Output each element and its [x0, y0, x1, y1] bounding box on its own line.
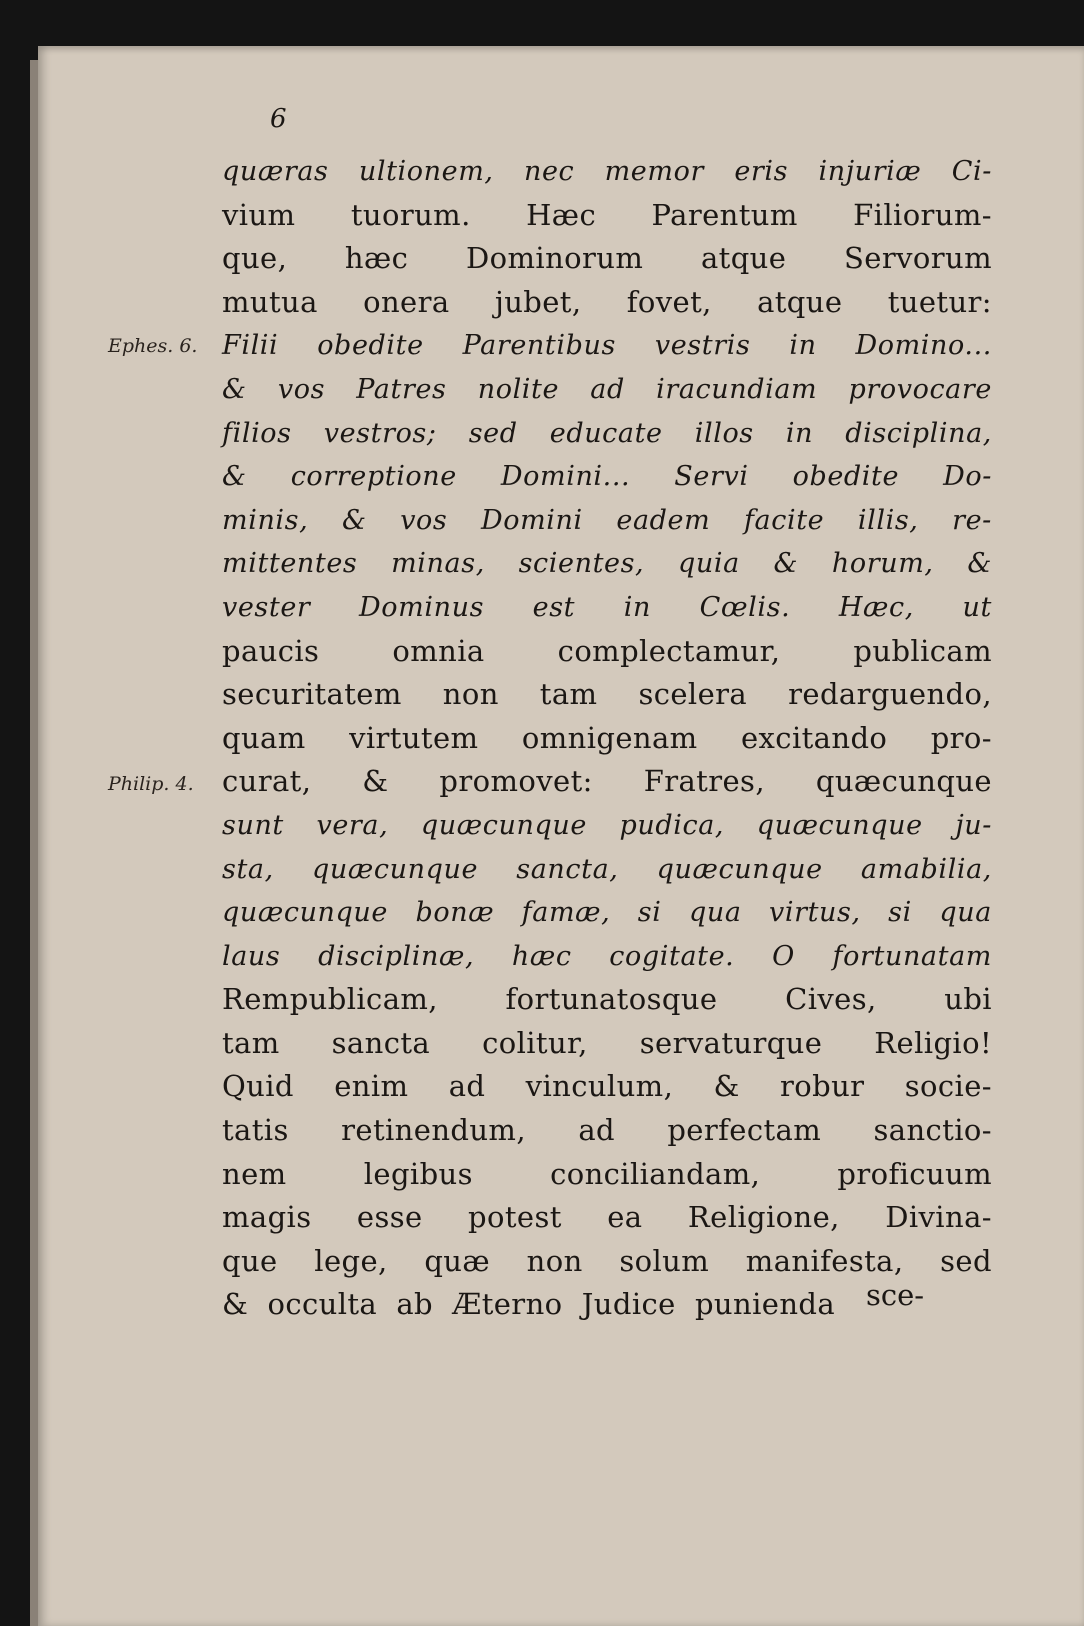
word: sed — [940, 1243, 992, 1278]
word: pudica, — [619, 809, 725, 841]
word: in — [785, 417, 814, 449]
word: obedite — [317, 330, 424, 362]
word: Parentum — [651, 197, 798, 232]
text-line — [222, 150, 992, 194]
word: si — [888, 897, 912, 929]
word: cogitate. — [609, 940, 735, 972]
word: facite — [743, 504, 825, 536]
word: eris — [734, 156, 789, 187]
word: perfectam — [667, 1113, 822, 1148]
word: minis, — [222, 504, 309, 536]
word: hæc — [344, 241, 409, 276]
word: virtus, — [769, 897, 861, 929]
word: Servi — [674, 461, 749, 493]
word: Parentibus — [462, 330, 616, 362]
word: Hæc — [526, 197, 597, 232]
word: sanctio- — [873, 1113, 992, 1148]
word: conciliandam, — [550, 1156, 761, 1191]
text-line — [222, 194, 992, 238]
text-line — [222, 1153, 992, 1197]
word: Ci- — [951, 156, 992, 187]
word: retinendum, — [341, 1113, 526, 1148]
word: nem — [222, 1156, 287, 1191]
text-line — [222, 281, 992, 325]
text-line — [222, 760, 992, 804]
word: memor — [604, 156, 704, 187]
word: provocare — [848, 373, 992, 405]
word: atque — [757, 284, 843, 319]
text-line — [222, 717, 992, 761]
word: tam — [222, 1025, 280, 1060]
text-line — [222, 586, 992, 630]
word: sed — [468, 417, 518, 449]
word: sta, — [222, 853, 274, 885]
word: Cives, — [785, 982, 877, 1017]
word: scientes, — [518, 548, 645, 580]
word: & — [341, 504, 367, 536]
text-line — [222, 368, 992, 412]
word: vester — [222, 591, 311, 623]
text-line — [222, 673, 992, 717]
word: lege, — [314, 1243, 388, 1278]
text-line — [222, 848, 992, 892]
word: vera, — [316, 809, 389, 841]
word: qua — [939, 897, 992, 929]
word: vestris — [654, 330, 751, 362]
word: Hæc, — [838, 591, 914, 623]
word: securitatem — [222, 677, 402, 712]
text-line — [222, 237, 992, 281]
word: solum — [619, 1243, 710, 1278]
word: quæcunque — [222, 897, 389, 929]
word: Divina- — [885, 1200, 992, 1235]
word: Filiorum- — [853, 197, 992, 232]
word: sancta — [331, 1025, 431, 1060]
word: Dominorum — [466, 241, 644, 276]
word: redarguendo, — [788, 677, 992, 712]
word: curat, — [222, 764, 312, 799]
word: atque — [700, 241, 787, 276]
word: ubi — [944, 982, 992, 1017]
word: onera — [363, 284, 450, 319]
word: disciplina, — [845, 417, 992, 449]
word: proficuum — [837, 1156, 992, 1191]
word: ad — [448, 1069, 486, 1104]
word: excitando — [740, 720, 888, 755]
word: legibus — [363, 1156, 473, 1191]
text-line — [222, 1022, 992, 1066]
word: ea — [607, 1200, 643, 1235]
word: Quid — [222, 1069, 294, 1104]
word: socie- — [904, 1069, 992, 1104]
word: servaturque — [639, 1025, 823, 1060]
word: mutua — [222, 284, 318, 319]
word: & — [967, 548, 992, 580]
word: laus — [222, 940, 281, 972]
text-line — [222, 1109, 992, 1153]
word: ju- — [955, 809, 992, 841]
word: quæcunque — [312, 853, 479, 885]
word: robur — [780, 1069, 865, 1104]
word: publicam — [853, 633, 992, 668]
word: si — [637, 897, 662, 929]
word: qua — [688, 897, 742, 929]
word: Rempublicam, — [222, 982, 438, 1017]
word: tuetur: — [887, 284, 992, 319]
word: non — [442, 677, 499, 712]
text-line — [222, 935, 992, 979]
word: omnia — [392, 633, 485, 668]
word: virtutem — [349, 720, 479, 755]
word: enim — [334, 1069, 409, 1104]
word: & — [222, 1287, 249, 1322]
page-number: 6 — [270, 104, 287, 134]
text-line — [222, 324, 992, 368]
word: & — [773, 548, 799, 580]
word: Patres — [356, 373, 447, 405]
word: minas, — [391, 548, 485, 580]
word: Filii — [222, 330, 279, 362]
word: obedite — [792, 461, 900, 493]
word: pro- — [930, 720, 992, 755]
word: fortunatam — [832, 940, 992, 972]
word: ad — [590, 373, 625, 405]
text-line — [222, 1196, 992, 1240]
word: paucis — [222, 633, 320, 668]
word: quæcunque — [815, 764, 992, 799]
word: & — [222, 461, 247, 493]
word: Æterno — [452, 1287, 563, 1322]
word: in — [623, 591, 651, 623]
word: nec — [523, 156, 575, 187]
margin-note-ephesians: Ephes. 6. — [108, 335, 198, 357]
word: esse — [356, 1200, 423, 1235]
word: Cœlis. — [699, 591, 791, 623]
word: sancta, — [516, 853, 619, 885]
text-line — [222, 499, 992, 543]
word: que, — [222, 241, 288, 276]
word: quæcunque — [756, 809, 923, 841]
catchword: sce- — [866, 1278, 925, 1312]
text-line — [222, 891, 992, 935]
text-line — [222, 804, 992, 848]
word: tuorum. — [350, 197, 471, 232]
text-line — [222, 1065, 992, 1109]
word: manifesta, — [745, 1243, 904, 1278]
word: & — [222, 373, 247, 405]
text-line — [222, 1240, 992, 1284]
word: fortunatosque — [505, 982, 718, 1017]
word: quæras — [222, 156, 329, 187]
word: punienda — [694, 1287, 836, 1322]
word: Judice — [581, 1287, 676, 1322]
word: & — [713, 1069, 740, 1104]
word: disciplinæ, — [318, 940, 475, 972]
word: vium — [222, 197, 296, 232]
word: vinculum, — [525, 1069, 674, 1104]
word: est — [532, 591, 576, 623]
word: omnigenam — [521, 720, 698, 755]
word: fovet, — [626, 284, 712, 319]
word: Dominus — [359, 591, 485, 623]
word: re- — [952, 504, 992, 536]
word: potest — [468, 1200, 562, 1235]
word: in — [789, 330, 817, 362]
word: Servorum — [844, 241, 992, 276]
word: que — [222, 1243, 278, 1278]
word: bonæ — [415, 897, 495, 929]
text-line — [222, 542, 992, 586]
word: promovet: — [439, 764, 593, 799]
word: O — [772, 940, 795, 972]
word: mittentes — [222, 548, 358, 580]
word: Do- — [943, 461, 992, 493]
word: magis — [222, 1200, 312, 1235]
word: nolite — [477, 373, 560, 405]
word: Domini — [481, 504, 583, 536]
word: sunt — [222, 809, 284, 841]
word: horum, — [831, 548, 934, 580]
word: colitur, — [482, 1025, 588, 1060]
word: scelera — [638, 677, 748, 712]
word: tam — [539, 677, 598, 712]
word: Religio! — [874, 1025, 992, 1060]
word: ad — [578, 1113, 615, 1148]
word: injuriæ — [818, 156, 922, 187]
word: quam — [222, 720, 306, 755]
word: jubet, — [494, 284, 582, 319]
word: amabilia, — [860, 853, 992, 885]
word: quæ — [424, 1243, 491, 1278]
word: illos — [694, 417, 754, 449]
word: ultionem, — [358, 156, 494, 187]
word: vos — [277, 373, 326, 405]
word: Domino... — [855, 330, 992, 362]
body-text — [222, 150, 992, 1327]
word: ab — [396, 1287, 434, 1322]
word: illis, — [857, 504, 919, 536]
word: famæ, — [521, 897, 611, 929]
word: quia — [677, 548, 740, 580]
word: educate — [549, 417, 663, 449]
text-line — [222, 455, 992, 499]
text-line — [222, 978, 992, 1022]
word: eadem — [616, 504, 711, 536]
word: vos — [400, 504, 448, 536]
word: hæc — [511, 940, 572, 972]
word: quæcunque — [656, 853, 823, 885]
word: Domini... — [500, 461, 631, 493]
word: & — [362, 764, 389, 799]
word: correptione — [290, 461, 457, 493]
word: quæcunque — [420, 809, 587, 841]
text-line — [222, 412, 992, 456]
word: complectamur, — [557, 633, 781, 668]
word: Fratres, — [643, 764, 765, 799]
text-line — [222, 630, 992, 674]
word: iracundiam — [656, 373, 818, 405]
word: vestros; — [323, 417, 437, 449]
word: filios — [222, 417, 292, 449]
margin-note-philippians: Philip. 4. — [108, 773, 194, 795]
word: non — [526, 1243, 583, 1278]
word: Religione, — [687, 1200, 840, 1235]
word: tatis — [222, 1113, 289, 1148]
word: occulta — [267, 1287, 378, 1322]
word: ut — [962, 591, 992, 623]
